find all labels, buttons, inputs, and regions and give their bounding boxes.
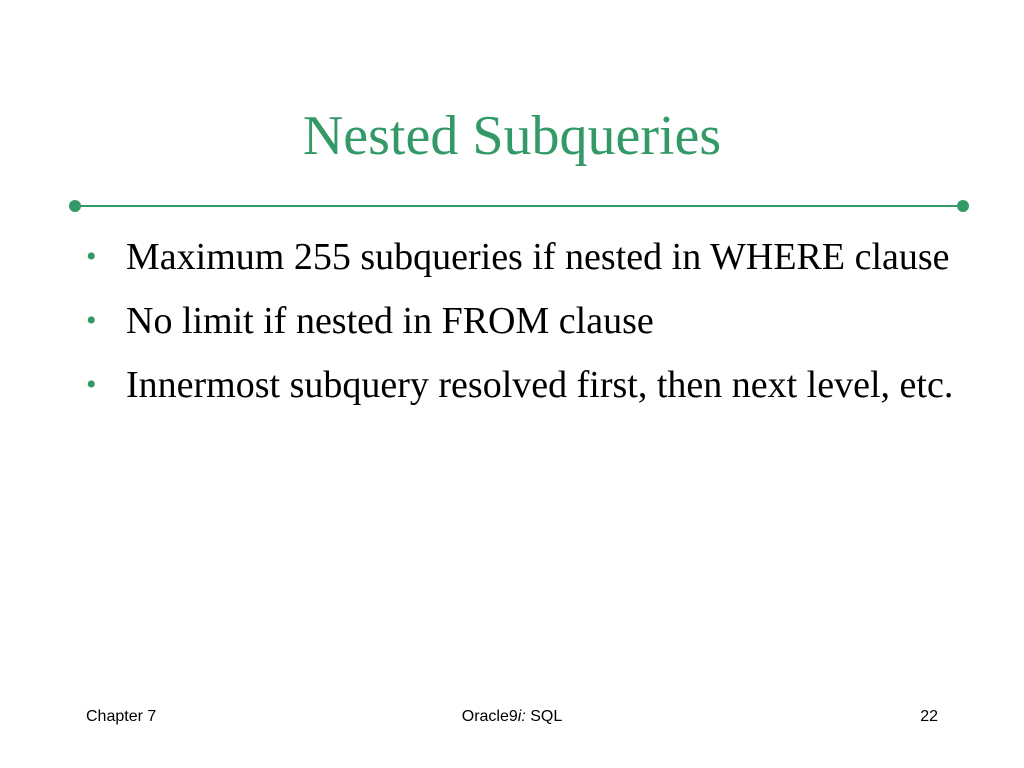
bullet-text: No limit if nested in FROM clause: [126, 300, 654, 342]
title-divider: [75, 200, 963, 212]
divider-dot-left: [69, 200, 81, 212]
footer-chapter: Chapter 7: [86, 708, 157, 725]
slide-title: Nested Subqueries: [302, 105, 722, 167]
bullet-item: [84, 232, 964, 282]
divider-line: [75, 205, 963, 207]
bullet-icon: •: [86, 240, 97, 273]
bullet-text: Innermost subquery resolved first, then next level, etc.: [126, 364, 954, 406]
footer-course-prefix: Oracle9: [461, 708, 518, 725]
divider-dot-right: [957, 200, 969, 212]
footer-page-number: 22: [920, 708, 938, 725]
bullet-text: Maximum 255 subqueries if nested in WHERE clause: [126, 236, 950, 278]
bullet-icon: •: [86, 368, 97, 401]
footer-course-italic: i:: [517, 708, 526, 725]
bullet-item: [84, 360, 964, 410]
footer-course-suffix: SQL: [525, 708, 563, 725]
bullet-list: [84, 232, 964, 424]
footer-course: [0, 705, 1024, 729]
bullet-item: [84, 296, 964, 346]
bullet-icon: •: [86, 304, 97, 337]
